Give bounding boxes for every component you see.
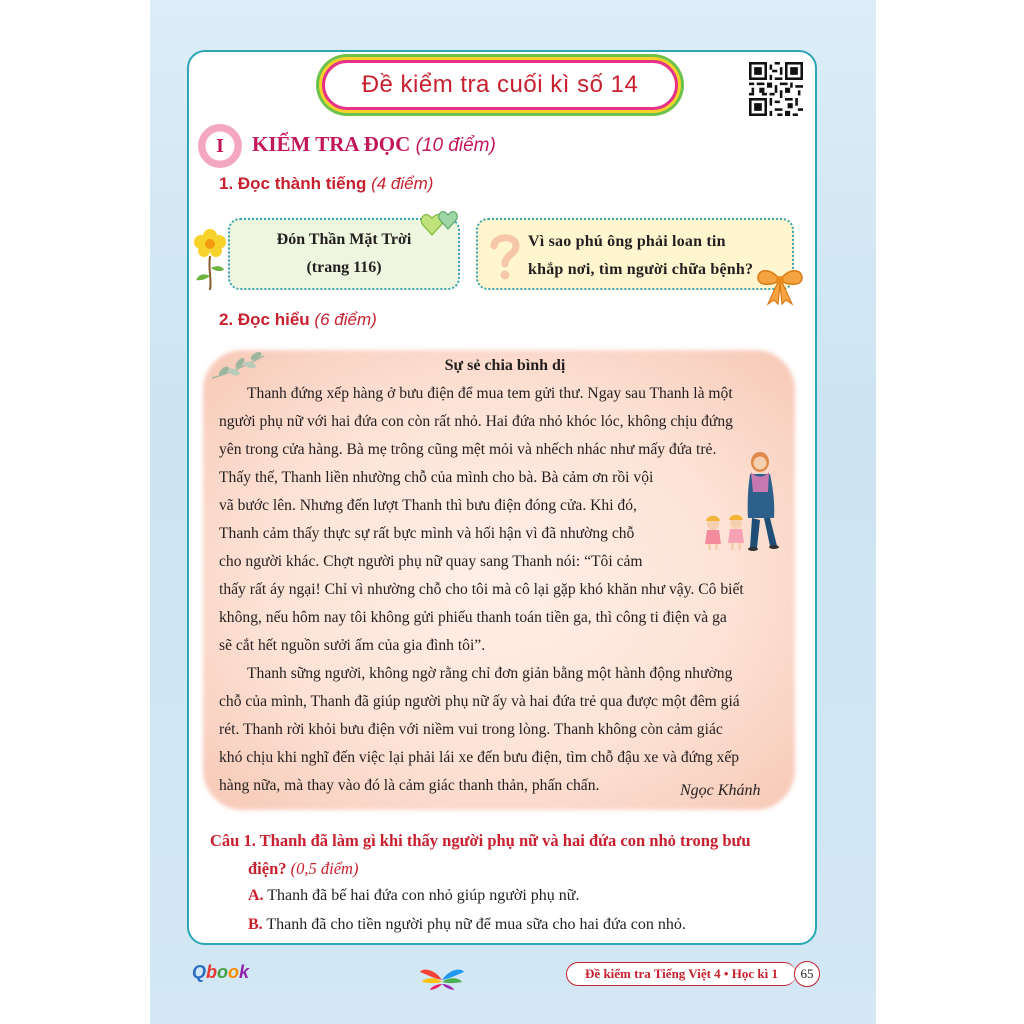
section-title: KIỂM TRA ĐỌC [252, 132, 411, 156]
question-1-label: Câu 1. Thanh đã làm gì khi thấy người phụ nữ và hai đứa con nhỏ trong bưu [210, 831, 751, 850]
question-1-continuation [248, 855, 358, 883]
hearts-icon [420, 207, 460, 239]
passage-line: yên trong cửa hàng. Bà mẹ trông cũng mệt mỏi và nhếch nhác như mấy đứa trẻ. [219, 441, 717, 458]
question-1-label-cont: điện? [248, 859, 287, 878]
passage-line: rét. Thanh rời khỏi bưu điện với niềm vui trong lòng. Thanh không còn cảm giác [219, 721, 723, 738]
passage-line: vã bước lên. Nhưng đến lượt Thanh thì bưu điện đóng cửa. Khi đó, [219, 497, 637, 514]
passage-line: thấy rất áy ngại! Chỉ vì nhường chỗ cho tôi mà cô lại gặp khó khăn như vậy. Cô biết [219, 581, 744, 598]
option-letter: A. [248, 887, 264, 904]
question-1-option-b[interactable] [248, 911, 686, 939]
reading-question [528, 228, 786, 284]
option-letter: B. [248, 916, 263, 933]
part1-label: 1. Đọc thành tiếng [219, 174, 367, 193]
wings-ornament-icon [418, 964, 466, 992]
passage-line: khó chịu khi nghĩ đến việc lại phải lái xe đến bưu điện, tìm chỗ đậu xe và đứng xếp [219, 749, 740, 766]
reading-page: (trang 116) [306, 259, 382, 276]
reading-passage [219, 352, 791, 800]
option-text: Thanh đã bế hai đứa con nhỏ giúp người phụ nữ. [267, 887, 580, 904]
ribbon-bow-icon [754, 264, 806, 306]
part1-heading [219, 174, 433, 194]
title-banner [322, 60, 678, 110]
option-text: Thanh đã cho tiền người phụ nữ để mua sữa cho hai đứa con nhỏ. [266, 916, 686, 933]
part1-points: (4 điểm) [371, 174, 434, 193]
question-1-points: (0,5 điểm) [290, 859, 359, 878]
page-number: 65 [794, 961, 820, 987]
mother-children-illustration [698, 448, 788, 552]
reading-question-box [476, 218, 794, 290]
passage-title: Sự sẻ chia bình dị [444, 357, 566, 374]
reading-question-line2: khắp nơi, tìm người chữa bệnh? [528, 261, 754, 278]
section-points: (10 điểm) [415, 135, 496, 156]
passage-line: người phụ nữ với hai đứa con còn rất nhỏ. Hai đứa nhỏ khóc lóc, không chịu đứng [219, 413, 733, 430]
part2-points: (6 điểm) [314, 310, 377, 329]
passage-line: sẽ cắt hết nguồn sưởi ấm của gia đình tôi”. [219, 637, 486, 654]
passage-line: không, nếu hôm nay tôi không gửi phiếu thanh toán tiền ga, thì công ti điện và ga [219, 609, 727, 626]
book-title-tag [566, 962, 796, 986]
question-1-option-a[interactable] [248, 882, 579, 910]
book-title: Đề kiểm tra Tiếng Việt 4 • Học kì 1 [585, 966, 778, 981]
publisher-logo: Qbook [192, 962, 250, 982]
reading-question-line1: Vì sao phú ông phải loan tin [528, 233, 726, 250]
passage-line: Thấy thế, Thanh liền nhường chỗ của mình cho bà. Bà cảm ơn rồi vội [219, 469, 654, 486]
section-number-badge [198, 124, 242, 168]
qr-code-icon[interactable] [749, 62, 803, 116]
part2-label: 2. Đọc hiểu [219, 310, 310, 329]
question-mark-icon [488, 232, 522, 282]
passage-line: Thanh sững người, không ngờ rằng chỉ đơn giản bằng một hành động nhường [247, 665, 733, 682]
page-title: Đề kiểm tra cuối kì số 14 [361, 71, 639, 98]
section-number: I [216, 134, 224, 157]
reading-title: Đón Thần Mặt Trời [276, 231, 412, 248]
passage-line: Thanh cảm thấy thực sự rất bực mình và hối hận vì đã nhường chỗ [219, 525, 635, 542]
passage-line: hàng nữa, mà thay vào đó là cảm giác thanh thản, phấn chấn. [219, 777, 600, 794]
passage-line: chỗ của mình, Thanh đã giúp người phụ nữ ấy và hai đứa trẻ qua được một đêm giá [219, 693, 740, 710]
section-heading [252, 132, 496, 157]
part2-heading [219, 310, 377, 330]
passage-author: Ngọc Khánh [680, 782, 761, 799]
passage-line: Thanh đứng xếp hàng ở bưu điện để mua tem gửi thư. Ngay sau Thanh là một [247, 385, 733, 402]
flower-icon [190, 226, 230, 292]
passage-line: cho người khác. Chợt người phụ nữ quay sang Thanh nói: “Tôi cảm [219, 553, 643, 570]
